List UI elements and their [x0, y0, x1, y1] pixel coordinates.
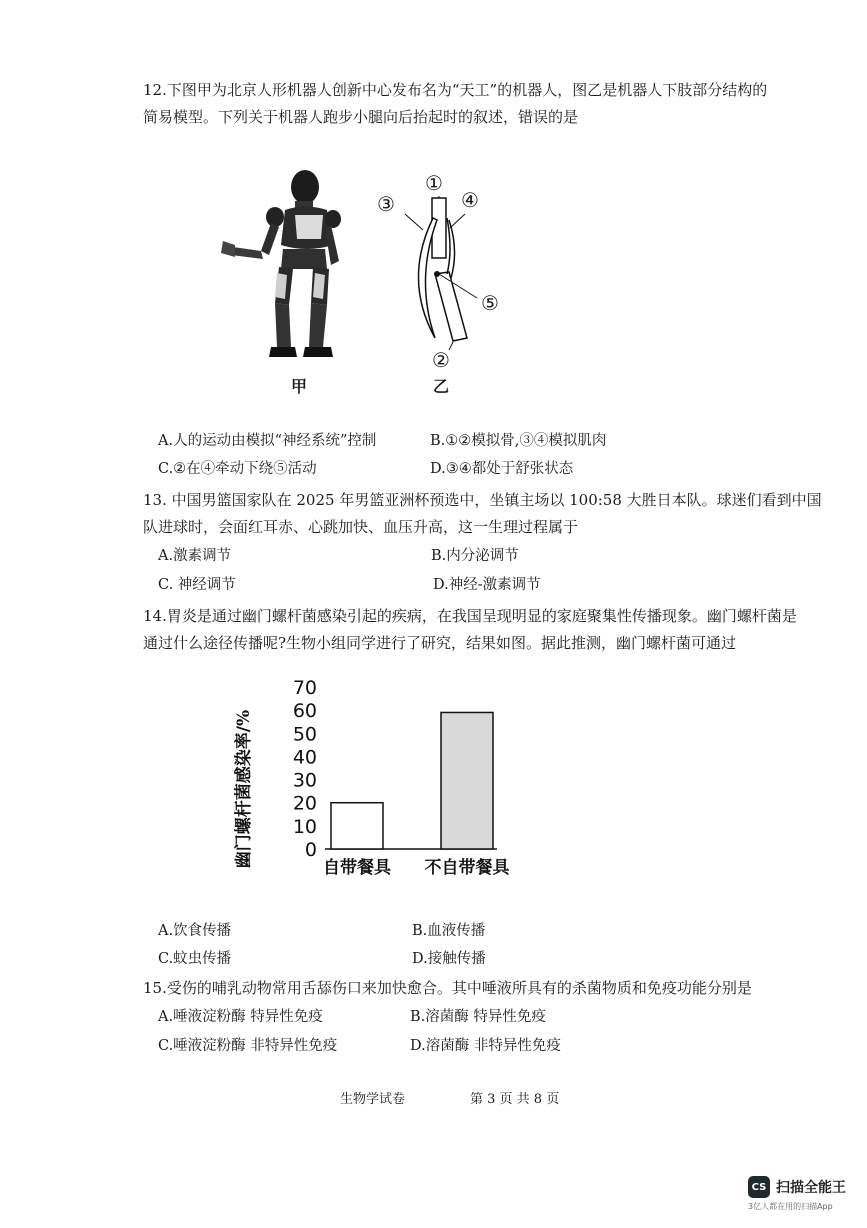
scanner-watermark	[748, 1176, 846, 1212]
bar-2	[441, 712, 493, 849]
q15-option-d: D.溶菌酶 非特异性免疫	[410, 1038, 561, 1054]
cs-logo-icon: CS	[748, 1176, 770, 1198]
q13-stem-line1: 13. 中国男篮国家队在 2025 年男篮亚洲杯预选中，坐镇主场以 100:58 大胜日本队。球迷们看到中国	[143, 491, 822, 509]
marker-1: ①	[425, 171, 443, 195]
q14-option-d: D.接触传播	[412, 951, 486, 967]
q13-stem-line2: 队进球时，会面红耳赤、心跳加快、血压升高，这一生理过程属于	[143, 518, 579, 536]
y-tick-label: 20	[292, 792, 317, 815]
chart-y-axis-label: 幽门螺杆菌感染率/%	[234, 709, 254, 869]
y-tick-label: 50	[292, 723, 317, 746]
q13-option-b: B.内分泌调节	[431, 548, 519, 564]
lower-bone	[435, 272, 467, 341]
y-tick-label: 40	[292, 746, 317, 769]
y-tick-label: 0	[304, 839, 317, 861]
infection-rate-chart	[225, 672, 545, 887]
q14-option-a: A.饮食传播	[158, 923, 232, 939]
robot-figure	[215, 165, 350, 375]
brand-name: 扫描全能王	[776, 1180, 846, 1196]
q13-option-a: A.激素调节	[158, 548, 232, 564]
figure-label-yi: 乙	[433, 377, 450, 396]
brand-tagline: 3亿人都在用的扫描App	[748, 1202, 833, 1211]
robot-head	[291, 170, 319, 204]
q12-option-a: A.人的运动由模拟“神经系统”控制	[158, 433, 377, 449]
q15-stem: 15.受伤的哺乳动物常用舌舔伤口来加快愈合。其中唾液所具有的杀菌物质和免疫功能分别是	[143, 979, 752, 997]
q12-stem-line1: 12.下图甲为北京人形机器人创新中心发布名为“天工”的机器人，图乙是机器人下肢部分结构的	[143, 81, 768, 99]
q14-option-c: C.蚊虫传播	[158, 951, 232, 967]
q13-option-d: D.神经-激素调节	[433, 577, 541, 593]
footer-subject: 生物学试卷	[340, 1092, 406, 1107]
muscle-back	[447, 218, 450, 274]
marker-5: ⑤	[481, 291, 499, 315]
q13-option-c: C. 神经调节	[158, 577, 236, 593]
marker-3: ③	[377, 192, 395, 216]
marker-4: ④	[461, 188, 479, 212]
y-tick-label: 10	[292, 815, 317, 838]
q14-stem-line2: 通过什么途径传播呢?生物小组同学进行了研究，结果如图。据此推测，幽门螺杆菌可通过	[143, 634, 737, 652]
q12-option-b: B.①②模拟骨,③④模拟肌肉	[430, 433, 607, 449]
x-category-label: 自带餐具	[323, 858, 391, 878]
footer-page: 第 3 页 共 8 页	[470, 1092, 560, 1107]
q12-option-c: C.②在④牵动下绕⑤活动	[158, 461, 317, 477]
x-category-label: 不自带餐具	[424, 858, 510, 878]
q12-option-d: D.③④都处于舒张状态	[430, 461, 574, 477]
y-tick-label: 30	[292, 769, 317, 792]
q15-option-c: C.唾液淀粉酶 非特异性免疫	[158, 1038, 338, 1054]
q14-option-b: B.血液传播	[412, 923, 486, 939]
q12-stem-line2: 简易模型。下列关于机器人跑步小腿向后抬起时的叙述，错误的是	[143, 108, 579, 126]
marker-2: ②	[432, 348, 450, 372]
q14-stem-line1: 14.胃炎是通过幽门螺杆菌感染引起的疾病，在我国呈现明显的家庭聚集性传播现象。幽门螺杆菌是	[143, 607, 797, 625]
y-tick-label: 60	[292, 700, 317, 723]
y-tick-label: 70	[292, 677, 317, 699]
q15-option-a: A.唾液淀粉酶 特异性免疫	[158, 1009, 323, 1025]
q15-option-b: B.溶菌酶 特异性免疫	[410, 1009, 546, 1025]
figure-label-jia: 甲	[291, 377, 308, 396]
bar-1	[331, 803, 383, 849]
